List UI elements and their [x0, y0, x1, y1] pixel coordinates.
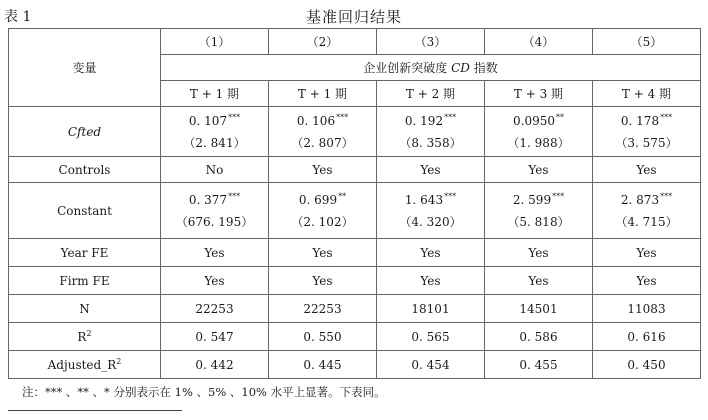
- controls-value-5: Yes: [593, 157, 701, 183]
- constant-tstat-3: （4. 320）: [399, 214, 462, 229]
- cfted-stars-5: ***: [660, 112, 673, 122]
- controls-value-1: No: [161, 157, 269, 183]
- footnote-rule: [8, 410, 182, 411]
- constant-cell-2: [269, 183, 377, 239]
- cfted-tstat-3: （8. 358）: [399, 135, 462, 150]
- col-num-3: （3）: [377, 29, 485, 55]
- constant-row: [9, 183, 701, 239]
- r2-row: [9, 323, 701, 351]
- adj-r2-value-1: 0. 442: [161, 351, 269, 379]
- constant-stars-5: ***: [660, 191, 673, 201]
- constant-label: Constant: [9, 183, 161, 239]
- constant-cell-5: [593, 183, 701, 239]
- cfted-tstat-4: （1. 988）: [507, 135, 570, 150]
- firm-fe-value-5: Yes: [593, 267, 701, 295]
- firm-fe-value-1: Yes: [161, 267, 269, 295]
- r2-value-2: 0. 550: [269, 323, 377, 351]
- cfted-coef-2: 0. 106: [296, 113, 336, 128]
- cfted-coef-5: 0. 178: [620, 113, 660, 128]
- year-fe-value-1: Yes: [161, 239, 269, 267]
- r2-value-1: 0. 547: [161, 323, 269, 351]
- cfted-cell-1: [161, 107, 269, 157]
- period-5: T + 4 期: [593, 81, 701, 107]
- controls-row: [9, 157, 701, 183]
- constant-tstat-5: （4. 715）: [615, 214, 678, 229]
- year-fe-value-3: Yes: [377, 239, 485, 267]
- n-value-4: 14501: [485, 295, 593, 323]
- variable-header: 变量: [9, 29, 161, 107]
- cfted-cell-3: [377, 107, 485, 157]
- caption-row: [4, 6, 704, 26]
- column-number-row: [9, 29, 701, 55]
- n-value-5: 11083: [593, 295, 701, 323]
- year-fe-row: [9, 239, 701, 267]
- col-num-5: （5）: [593, 29, 701, 55]
- period-1: T + 1 期: [161, 81, 269, 107]
- constant-tstat-4: （5. 818）: [507, 214, 570, 229]
- cfted-tstat-1: （2. 841）: [183, 135, 246, 150]
- col-num-1: （1）: [161, 29, 269, 55]
- year-fe-value-5: Yes: [593, 239, 701, 267]
- adj-r2-value-4: 0. 455: [485, 351, 593, 379]
- r2-value-4: 0. 586: [485, 323, 593, 351]
- regression-table: [8, 28, 701, 379]
- constant-tstat-1: （676. 195）: [175, 214, 254, 229]
- dependent-variable: [161, 55, 701, 81]
- adj-r2-value-5: 0. 450: [593, 351, 701, 379]
- col-num-2: （2）: [269, 29, 377, 55]
- cfted-cell-5: [593, 107, 701, 157]
- dep-var-suffix: 指数: [473, 61, 498, 75]
- period-2: T + 1 期: [269, 81, 377, 107]
- adj-r2-label: Adjusted_R: [47, 357, 117, 372]
- controls-label: Controls: [9, 157, 161, 183]
- year-fe-value-4: Yes: [485, 239, 593, 267]
- cfted-row: [9, 107, 701, 157]
- controls-value-4: Yes: [485, 157, 593, 183]
- constant-coef-5: 2. 873: [620, 192, 660, 207]
- cfted-label: Cfted: [9, 107, 161, 157]
- dep-var-prefix: 企业创新突破度: [363, 61, 448, 75]
- constant-tstat-2: （2. 102）: [291, 214, 354, 229]
- n-row: [9, 295, 701, 323]
- controls-value-2: Yes: [269, 157, 377, 183]
- firm-fe-value-4: Yes: [485, 267, 593, 295]
- cfted-stars-3: ***: [444, 112, 457, 122]
- constant-cell-3: [377, 183, 485, 239]
- cfted-stars-4: **: [556, 112, 564, 122]
- adj-r2-value-2: 0. 445: [269, 351, 377, 379]
- r2-label: R: [77, 329, 87, 344]
- firm-fe-value-3: Yes: [377, 267, 485, 295]
- constant-stars-2: **: [338, 191, 347, 201]
- firm-fe-row: [9, 267, 701, 295]
- firm-fe-label: Firm FE: [9, 267, 161, 295]
- cfted-cell-2: [269, 107, 377, 157]
- cfted-stars-1: ***: [228, 112, 241, 122]
- cfted-tstat-5: （3. 575）: [615, 135, 678, 150]
- r2-value-3: 0. 565: [377, 323, 485, 351]
- adj-r2-label-cell: [9, 351, 161, 379]
- cfted-cell-4: [485, 107, 593, 157]
- constant-cell-1: [161, 183, 269, 239]
- table-title: 基准回归结果: [305, 8, 402, 26]
- constant-coef-2: 0. 699: [298, 192, 338, 207]
- year-fe-label: Year FE: [9, 239, 161, 267]
- adj-r2-row: [9, 351, 701, 379]
- r2-label-cell: [9, 323, 161, 351]
- constant-stars-4: ***: [552, 191, 565, 201]
- adj-r2-value-3: 0. 454: [377, 351, 485, 379]
- constant-stars-3: ***: [444, 191, 457, 201]
- constant-coef-1: 0. 377: [188, 192, 228, 207]
- constant-coef-3: 1. 643: [404, 192, 444, 207]
- r2-sup: 2: [86, 328, 92, 338]
- cfted-coef-3: 0. 192: [404, 113, 444, 128]
- table-note: 注：*** 、** 、* 分别表示在 1% 、5% 、10% 水平上显著。下表同。: [22, 385, 386, 399]
- constant-stars-1: ***: [228, 191, 241, 201]
- period-3: T + 2 期: [377, 81, 485, 107]
- n-value-3: 18101: [377, 295, 485, 323]
- cfted-stars-2: ***: [336, 112, 349, 122]
- constant-coef-4: 2. 599: [512, 192, 552, 207]
- n-value-1: 22253: [161, 295, 269, 323]
- controls-value-3: Yes: [377, 157, 485, 183]
- n-label: N: [9, 295, 161, 323]
- n-value-2: 22253: [269, 295, 377, 323]
- period-4: T + 3 期: [485, 81, 593, 107]
- firm-fe-value-2: Yes: [269, 267, 377, 295]
- r2-value-5: 0. 616: [593, 323, 701, 351]
- table-number: 表 1: [4, 9, 32, 25]
- adj-r2-sup: 2: [116, 356, 122, 366]
- col-num-4: （4）: [485, 29, 593, 55]
- year-fe-value-2: Yes: [269, 239, 377, 267]
- cfted-coef-4: 0.0950: [513, 113, 555, 128]
- dep-var-cd: CD: [451, 61, 470, 75]
- cfted-coef-1: 0. 107: [188, 113, 228, 128]
- cfted-tstat-2: （2. 807）: [291, 135, 354, 150]
- constant-cell-4: [485, 183, 593, 239]
